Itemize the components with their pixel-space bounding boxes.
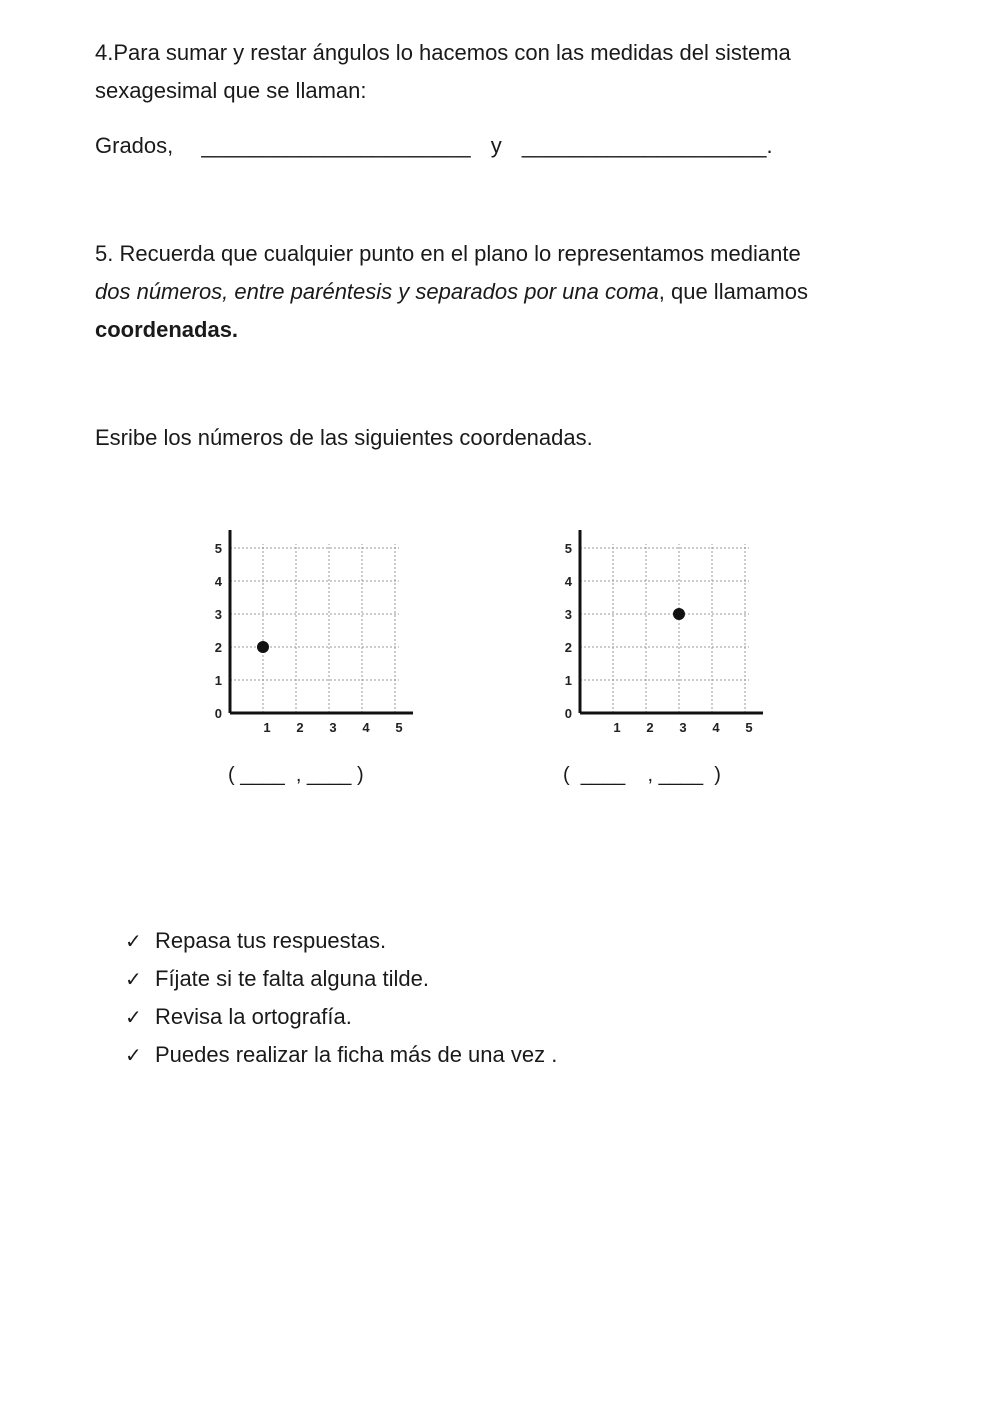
- question-4-answer-row: [95, 127, 773, 165]
- y-tick-label: 0: [564, 706, 572, 721]
- y-tick-label: 0: [214, 706, 222, 721]
- coordinate-grid-2: [555, 525, 770, 745]
- x-tick-label: 5: [395, 720, 403, 735]
- instruction-text: Esribe los números de las siguientes coordenadas.: [95, 425, 593, 450]
- checklist-item: [125, 960, 557, 998]
- x-tick-label: 1: [613, 720, 621, 735]
- x-tick-label: 5: [745, 720, 753, 735]
- checkmark-icon: ✓: [125, 1043, 142, 1067]
- coordinate-grid-1: [205, 525, 420, 745]
- question-5-italic-text: dos números, entre paréntesis y separados por una coma: [95, 279, 659, 304]
- blank-minutes[interactable]: ______________________: [201, 133, 471, 158]
- y-tick-label: 2: [214, 640, 222, 655]
- y-tick-label: 4: [564, 574, 572, 589]
- data-point: [257, 641, 269, 653]
- checklist-item-text: Repasa tus respuestas.: [155, 928, 387, 953]
- checklist-item-text: Fíjate si te falta alguna tilde.: [155, 966, 429, 991]
- coordenadas-term: coordenadas.: [95, 317, 239, 342]
- y-tick-label: 3: [564, 607, 572, 622]
- checklist-item-text: Revisa la ortografía.: [155, 1004, 352, 1029]
- checklist-item-text: Puedes realizar la ficha más de una vez .: [155, 1042, 558, 1067]
- blank-seconds[interactable]: ____________________.: [521, 133, 773, 158]
- y-tick-label: 5: [564, 541, 572, 556]
- x-tick-label: 3: [679, 720, 687, 735]
- question-4-line-1: 4.Para sumar y restar ángulos lo hacemos con las medidas del sistema: [95, 40, 791, 65]
- y-tick-label: 1: [564, 673, 572, 688]
- data-point: [673, 608, 685, 620]
- answer-coordinates-1[interactable]: ( ____ , ____ ): [228, 764, 364, 786]
- x-tick-label: 2: [646, 720, 654, 735]
- x-tick-label: 4: [712, 720, 720, 735]
- y-tick-label: 2: [564, 640, 572, 655]
- checklist-item: [125, 922, 557, 960]
- x-tick-label: 2: [296, 720, 304, 735]
- checkmark-icon: ✓: [125, 1005, 142, 1029]
- y-tick-label: 5: [214, 541, 222, 556]
- checklist-item: [125, 1036, 557, 1074]
- y-tick-label: 3: [214, 607, 222, 622]
- checklist-item: [125, 998, 557, 1036]
- checkmark-icon: ✓: [125, 929, 142, 953]
- y-conjunction: y: [490, 133, 502, 158]
- question-5-rest-text: , que llamamos: [658, 279, 808, 304]
- question-5-line-1: 5. Recuerda que cualquier punto en el plano lo representamos mediante: [95, 241, 801, 266]
- question-4-line-2: sexagesimal que se llaman:: [95, 78, 367, 103]
- review-checklist: [125, 922, 557, 1074]
- x-tick-label: 4: [362, 720, 370, 735]
- x-tick-label: 3: [329, 720, 337, 735]
- checkmark-icon: ✓: [125, 967, 142, 991]
- y-tick-label: 1: [214, 673, 222, 688]
- grados-label: Grados,: [95, 133, 174, 158]
- y-tick-label: 4: [214, 574, 222, 589]
- answer-coordinates-2[interactable]: ( ____ , ____ ): [563, 764, 721, 786]
- question-5-line-2: [95, 273, 808, 311]
- x-tick-label: 1: [263, 720, 271, 735]
